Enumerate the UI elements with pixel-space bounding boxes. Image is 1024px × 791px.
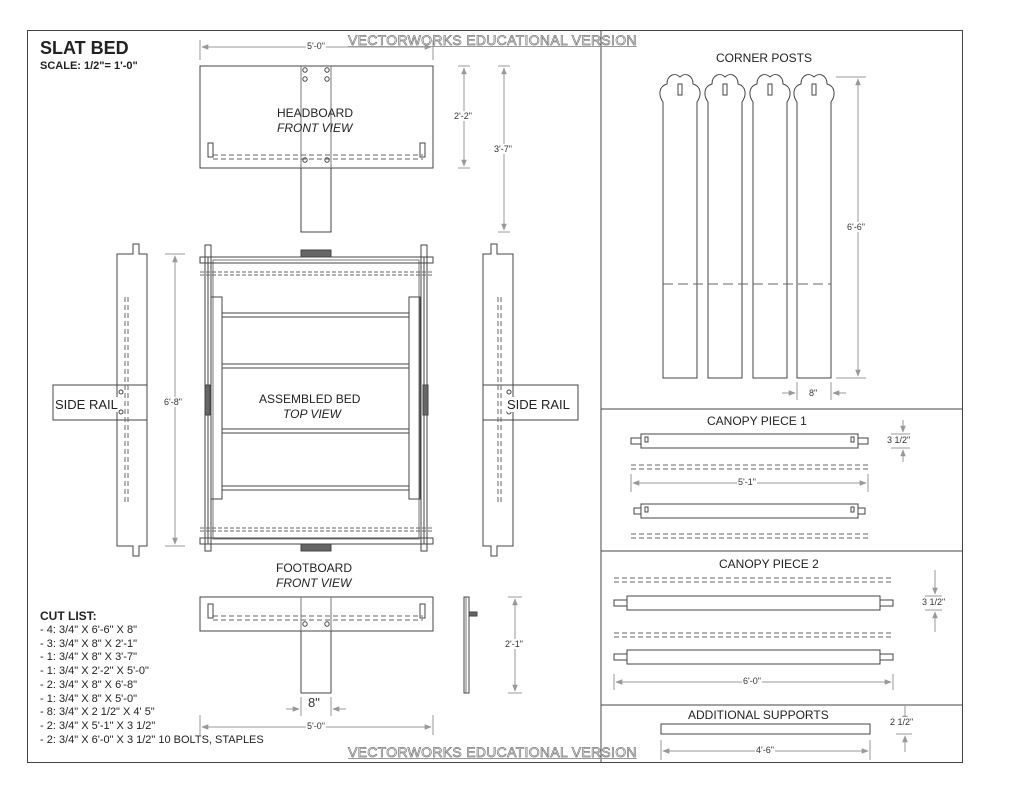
- footboard-label: FOOTBOARD: [276, 561, 353, 575]
- cut-list-item: - 1: 3/4" X 2'-2" X 5'-0": [40, 665, 149, 678]
- canopy-piece-1-dimensions: [631, 420, 910, 492]
- additional-supports-length-dimension: 4'-6": [756, 745, 774, 755]
- headboard-total-height-dimension: 3'-7": [494, 144, 512, 154]
- cut-list-title: CUT LIST:: [40, 609, 97, 623]
- cut-list-item: - 1: 3/4" X 8" X 5'-0": [40, 692, 137, 705]
- footboard-width-dimension: 5'-0": [307, 721, 325, 731]
- cut-list-item: - 2: 3/4" X 6'-0" X 3 1/2" 10 BOLTS, STAPLES: [40, 733, 264, 746]
- corner-posts-drawing: [660, 75, 834, 378]
- headboard-panel-height-dimension: 2'-2": [454, 111, 472, 121]
- canopy-piece-2-height-dimension: 3 1/2": [922, 597, 946, 607]
- cut-list-item: - 4: 3/4" X 6'-6" X 8": [40, 624, 137, 636]
- additional-supports-drawing: [661, 724, 870, 734]
- assembled-bed-label: ASSEMBLED BED: [259, 392, 361, 406]
- cut-list-item: - 3: 3/4" X 8" X 2'-1": [40, 637, 137, 650]
- assembled-bed-view-label: TOP VIEW: [283, 407, 342, 421]
- headboard-drawing: [200, 66, 433, 232]
- canopy-piece-1-label: CANOPY PIECE 1: [707, 414, 807, 428]
- canopy-piece-1-length-dimension: 5'-1": [738, 477, 756, 487]
- drawing-title: SLAT BED: [40, 38, 129, 58]
- corner-posts-height-dimension: 6'-6": [847, 222, 865, 232]
- additional-supports-height-dimension: 2 1/2": [890, 717, 914, 727]
- footboard-height-dimension: 2'-1": [505, 639, 523, 649]
- assembled-bed-length-dimension: 6'-8": [164, 397, 182, 407]
- headboard-label: HEADBOARD: [277, 106, 354, 120]
- cut-list-item: - 2: 3/4" X 8" X 6'-8": [40, 678, 137, 691]
- corner-posts-width-dimension: 8": [809, 388, 818, 398]
- cut-list-item: - 2: 3/4" X 5'-1" X 3 1/2": [40, 719, 156, 732]
- canopy-piece-2-dimensions: [614, 570, 942, 690]
- cut-list: [40, 624, 264, 747]
- canopy-piece-1-height-dimension: 3 1/2": [887, 435, 911, 445]
- drawing-scale: SCALE: 1/2"= 1'-0": [40, 60, 138, 72]
- right-side-rail-label: SIDE RAIL: [507, 397, 570, 412]
- cut-list-item: - 1: 3/4" X 8" X 3'-7": [40, 651, 137, 664]
- additional-supports-label: ADDITIONAL SUPPORTS: [688, 708, 829, 722]
- section-dividers: [601, 30, 963, 763]
- left-side-rail-label: SIDE RAIL: [55, 397, 118, 412]
- headboard-view-label: FRONT VIEW: [277, 121, 353, 135]
- corner-posts-label: CORNER POSTS: [716, 51, 813, 65]
- footboard-view-label: FRONT VIEW: [276, 576, 352, 590]
- footboard-post-width-dimension: 8": [308, 695, 320, 710]
- corner-posts-dimensions: [782, 77, 866, 400]
- headboard-width-dimension: 5'-0": [307, 41, 325, 51]
- watermark-top: VECTORWORKS EDUCATIONAL VERSION: [348, 32, 637, 48]
- canopy-piece-2-label: CANOPY PIECE 2: [719, 557, 819, 571]
- watermark-bottom: VECTORWORKS EDUCATIONAL VERSION: [348, 744, 637, 760]
- cut-list-item: - 8: 3/4" X 2 1/2" X 4' 5": [40, 706, 155, 719]
- headboard-dimensions: [200, 40, 510, 232]
- canopy-piece-2-drawing: [614, 578, 893, 664]
- canopy-piece-2-length-dimension: 6'-0": [743, 676, 761, 686]
